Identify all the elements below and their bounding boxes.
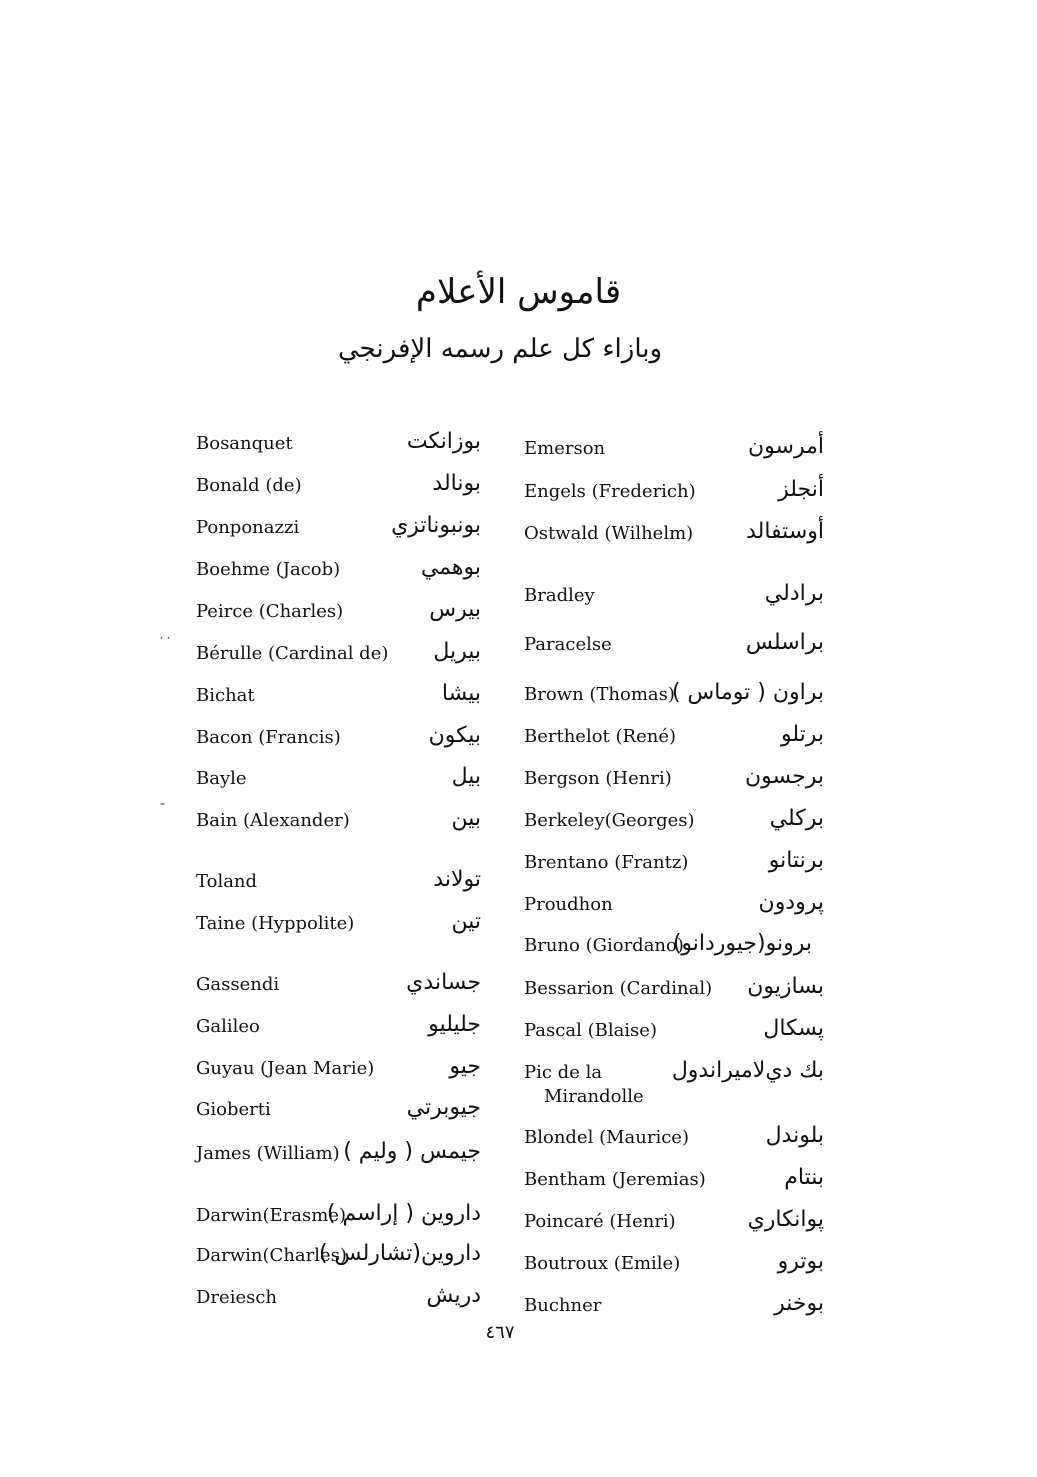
index-entry	[524, 764, 824, 801]
arabic-name: بوهمي	[420, 555, 481, 580]
arabic-name: پسكال	[763, 1016, 824, 1041]
latin-name-continued: Mirandolle	[544, 1086, 644, 1107]
latin-name: Ostwald (Wilhelm)	[524, 523, 694, 544]
arabic-name: بيل	[451, 764, 481, 789]
latin-name: Peirce (Charles)	[196, 601, 344, 622]
index-entry	[196, 1054, 481, 1091]
latin-name: Boutroux (Emile)	[524, 1253, 681, 1274]
latin-name: Bain (Alexander)	[196, 810, 350, 831]
latin-name: Proudhon	[524, 894, 613, 915]
index-entry	[196, 1095, 481, 1132]
index-entry	[524, 931, 824, 968]
index-entry	[196, 764, 481, 801]
page-subtitle: وبازاء كل علم رسمه الإفرنجي	[337, 334, 663, 364]
index-entry	[196, 1283, 481, 1320]
index-entry	[196, 681, 481, 718]
index-entry	[524, 434, 824, 471]
latin-name: Poincaré (Henri)	[524, 1211, 676, 1232]
latin-name: Gassendi	[196, 974, 280, 995]
index-entry	[196, 1201, 481, 1238]
arabic-name: بين	[451, 806, 481, 831]
latin-name: Bérulle (Cardinal de)	[196, 643, 389, 664]
latin-name: Bentham (Jeremias)	[524, 1169, 706, 1190]
index-entry	[524, 722, 824, 759]
arabic-name: بونبوناتزي	[391, 513, 481, 538]
arabic-name: بوخنر	[774, 1291, 824, 1316]
index-entry	[524, 630, 824, 667]
latin-name: Brown (Thomas)	[524, 684, 675, 705]
latin-name: Pic de la	[524, 1062, 603, 1083]
arabic-name: بوترو	[777, 1249, 824, 1274]
latin-name: Dreiesch	[196, 1287, 278, 1308]
index-entry	[524, 680, 824, 717]
latin-name: Toland	[196, 871, 258, 892]
index-entry	[196, 513, 481, 550]
latin-name: James (William)	[196, 1143, 340, 1164]
latin-name: Berkeley(Georges)	[524, 810, 695, 831]
latin-name: Taine (Hyppolite)	[196, 913, 355, 934]
index-entry	[196, 597, 481, 634]
latin-name: Engels (Frederich)	[524, 481, 696, 502]
index-entry	[196, 471, 481, 508]
latin-name: Guyau (Jean Marie)	[196, 1058, 375, 1079]
index-entry	[524, 848, 824, 885]
arabic-name: بسازيون	[747, 974, 824, 999]
latin-name: Berthelot (René)	[524, 726, 677, 747]
arabic-name: برونو(جيوردانو)	[672, 931, 812, 956]
arabic-name: جيو	[449, 1054, 481, 1079]
latin-name: Paracelse	[524, 634, 612, 655]
latin-name: Gioberti	[196, 1099, 271, 1120]
index-entry	[524, 890, 824, 927]
index-entry	[196, 1012, 481, 1049]
arabic-name: بيرس	[429, 597, 481, 622]
index-entry	[524, 806, 824, 843]
latin-name: Pascal (Blaise)	[524, 1020, 657, 1041]
arabic-name: برتلو	[780, 722, 824, 747]
index-entry	[196, 909, 481, 946]
arabic-name: تين	[451, 909, 481, 934]
arabic-name: جيوبرتي	[406, 1095, 481, 1120]
latin-name: Bosanquet	[196, 433, 293, 454]
index-entry	[196, 639, 481, 676]
index-entry	[196, 429, 481, 466]
index-entry	[524, 1249, 824, 1286]
index-entry	[524, 477, 824, 514]
latin-name: Blondel (Maurice)	[524, 1127, 689, 1148]
index-entry	[196, 867, 481, 904]
arabic-name: داروين ( إراسم )	[326, 1201, 481, 1226]
arabic-name: بيريل	[433, 639, 481, 664]
index-entry	[524, 1165, 824, 1202]
latin-name: Bruno (Giordano)	[524, 935, 684, 956]
arabic-name: براون ( توماس )	[671, 680, 824, 705]
arabic-name: تولاند	[433, 867, 481, 892]
margin-mark: -	[160, 796, 166, 812]
arabic-name: بوزانكت	[406, 429, 481, 454]
index-entry	[524, 1058, 824, 1117]
latin-name: Buchner	[524, 1295, 602, 1316]
arabic-name: جساندي	[406, 970, 481, 995]
index-entry	[196, 723, 481, 760]
latin-name: Galileo	[196, 1016, 260, 1037]
page-number: ٤٦٧	[485, 1322, 515, 1343]
index-entry	[196, 1139, 481, 1176]
arabic-name: دريش	[426, 1283, 481, 1308]
latin-name: Bergson (Henri)	[524, 768, 672, 789]
arabic-name: أمرسون	[748, 434, 824, 459]
index-entry	[524, 1207, 824, 1244]
index-entry	[524, 1016, 824, 1053]
arabic-name: بركلي	[769, 806, 824, 831]
latin-name: Emerson	[524, 438, 606, 459]
arabic-name: براسلس	[745, 630, 824, 655]
latin-name: Darwin(Erasme)	[196, 1205, 347, 1226]
arabic-name: بك دي‌لاميراندول	[671, 1058, 824, 1083]
index-entry	[524, 519, 824, 556]
arabic-name: برنتانو	[768, 848, 824, 873]
page-title: قاموس الأعلام	[415, 272, 622, 312]
latin-name: Bessarion (Cardinal)	[524, 978, 713, 999]
latin-name: Bacon (Francis)	[196, 727, 341, 748]
latin-name: Brentano (Frantz)	[524, 852, 689, 873]
arabic-name: بيشا	[441, 681, 481, 706]
margin-mark: ˙˙	[158, 636, 172, 652]
index-entry	[196, 1241, 481, 1278]
index-entry	[196, 555, 481, 592]
latin-name: Bradley	[524, 585, 595, 606]
arabic-name: أوستفالد	[746, 519, 824, 544]
arabic-name: داروين(تشارلس )	[318, 1241, 481, 1266]
latin-name: Bayle	[196, 768, 247, 789]
index-entry	[196, 806, 481, 843]
arabic-name: پرودون	[758, 890, 824, 915]
index-entry	[524, 1123, 824, 1160]
latin-name: Boehme (Jacob)	[196, 559, 341, 580]
arabic-name: بلوندل	[765, 1123, 824, 1148]
arabic-name: برجسون	[744, 764, 824, 789]
arabic-name: بنتام	[784, 1165, 824, 1190]
arabic-name: بونالد	[432, 471, 481, 496]
latin-name: Darwin(Charles)	[196, 1245, 347, 1266]
arabic-name: جيمس ( وليم )	[343, 1139, 481, 1164]
index-entry	[524, 581, 824, 618]
index-entry	[196, 970, 481, 1007]
latin-name: Bichat	[196, 685, 255, 706]
latin-name: Bonald (de)	[196, 475, 302, 496]
latin-name: Ponponazzi	[196, 517, 300, 538]
arabic-name: برادلي	[764, 581, 824, 606]
arabic-name: بيكون	[428, 723, 481, 748]
arabic-name: پوانكاري	[747, 1207, 824, 1232]
index-entry	[524, 974, 824, 1011]
arabic-name: جليليو	[428, 1012, 481, 1037]
arabic-name: أنجلز	[778, 477, 824, 502]
